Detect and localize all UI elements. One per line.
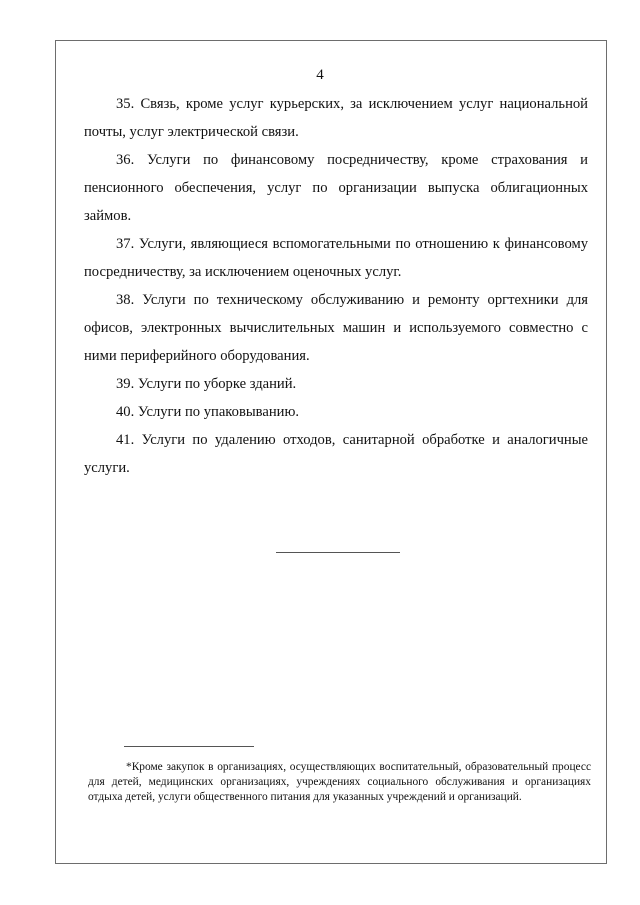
- list-item-39: 39. Услуги по уборке зданий.: [116, 376, 297, 392]
- list-item-40: 40. Услуги по упаковыванию.: [116, 404, 299, 420]
- footnote-divider: [124, 746, 254, 747]
- list-item-41: 41. Услуги по удалению отходов, санитарной обработке и аналогичные услуги.: [84, 432, 588, 476]
- list-item-35: 35. Связь, кроме услуг курьерских, за исключением услуг национальной почты, услуг электрической связи.: [84, 96, 588, 140]
- section-end-divider: [276, 552, 400, 553]
- document-body: [84, 90, 588, 482]
- page-number: 4: [316, 67, 324, 83]
- list-item-36: 36. Услуги по финансовому посредничеству, кроме страхования и пенсионного обеспечения, услуг по организации выпуска облигационных займов.: [84, 152, 588, 224]
- footnote: *Кроме закупок в организациях, осуществляющих воспитательный, образовательный процесс для детей, медицинских организациях, учреждениях социального обслуживания и организациях отдыха детей, услуги общественного питания для указанных учреждений и организаций.: [88, 761, 591, 803]
- list-item-37: 37. Услуги, являющиеся вспомогательными по отношению к финансовому посредничеству, за исключением оценочных услуг.: [84, 236, 588, 280]
- list-item-38: 38. Услуги по техническому обслуживанию и ремонту оргтехники для офисов, электронных вычислительных машин и используемого совместно с ними периферийного оборудования.: [84, 292, 588, 364]
